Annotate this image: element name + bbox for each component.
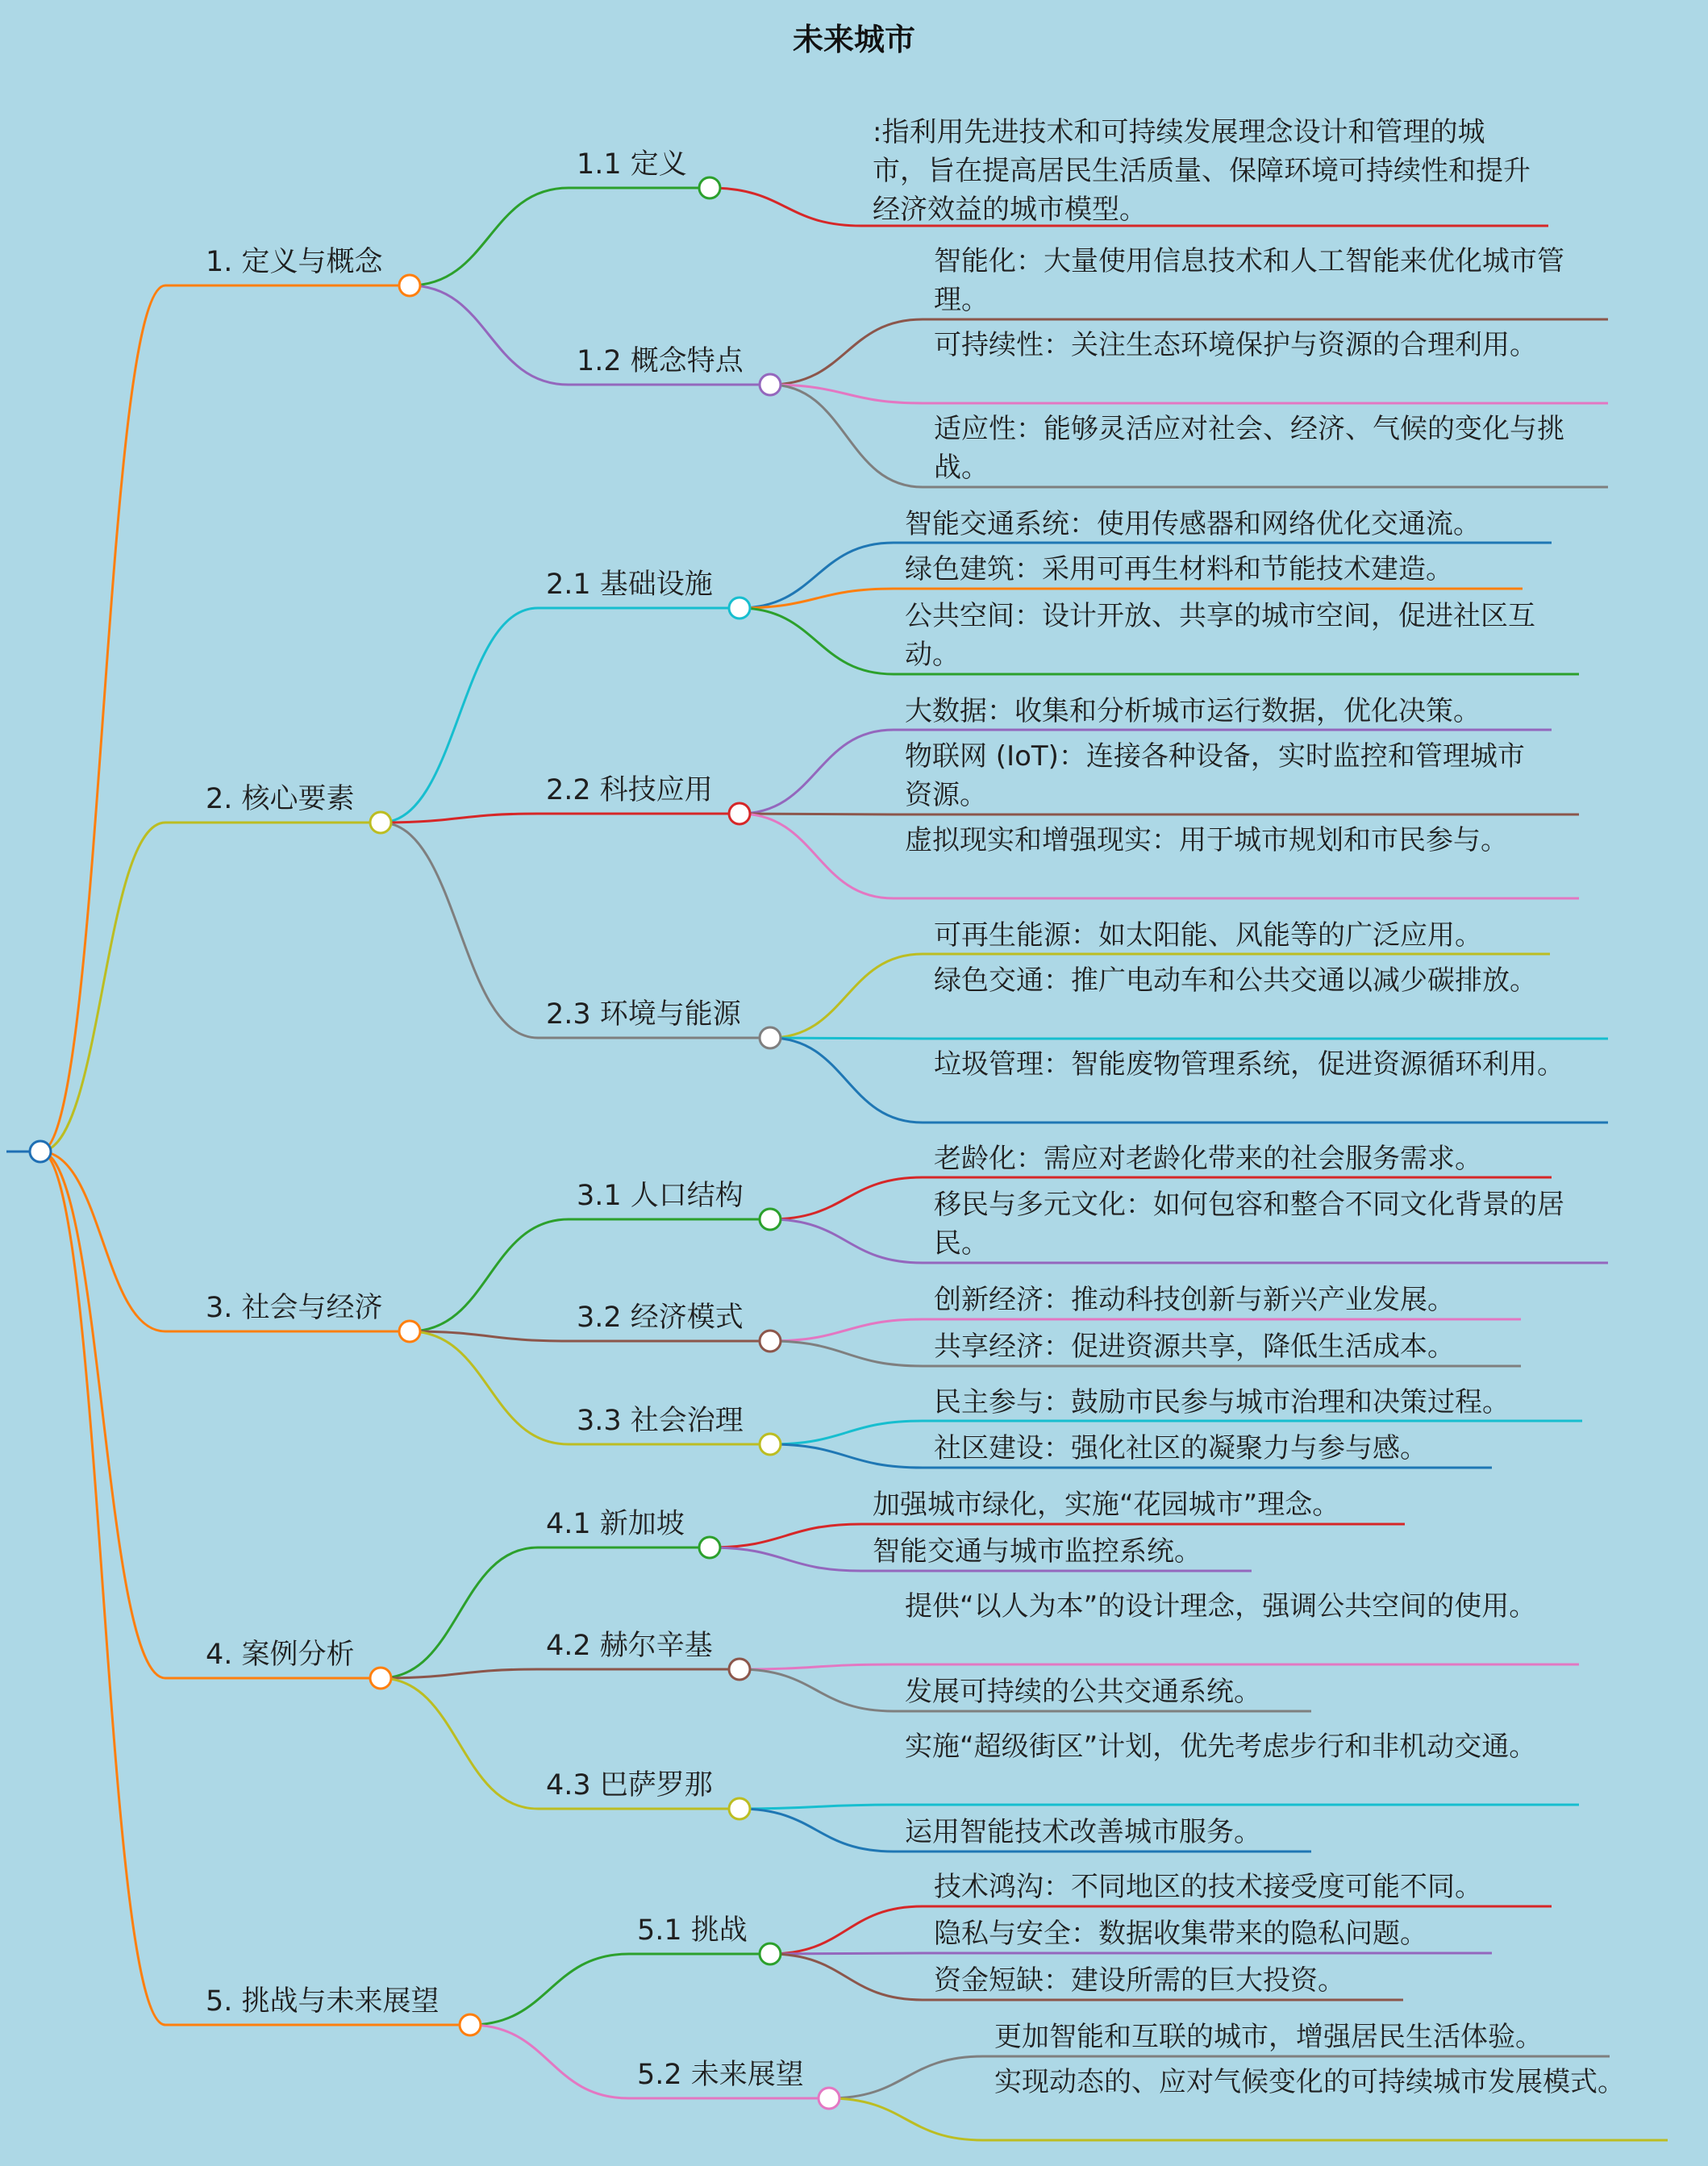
topic-label-4-1: 4.1 新加坡 (546, 1508, 685, 1540)
leaf-text-4-1-1: 加强城市绿化，实施“花园城市”理念。 (873, 1489, 1340, 1521)
leaf-link-1-2-1 (770, 319, 923, 385)
topic-link-3-1 (410, 1219, 569, 1331)
topic-node-3-2[interactable] (760, 1331, 781, 1352)
leaf-text-2-3-1: 可再生能源：如太阳能、风能等的广泛应用。 (934, 919, 1482, 952)
leaf-link-2-3-1 (770, 954, 923, 1038)
topic-node-5-2[interactable] (819, 2088, 839, 2109)
branch-link-5 (40, 1152, 165, 2025)
branch-node-4[interactable] (370, 1668, 391, 1689)
branch-label-3: 3. 社会与经济 (206, 1292, 383, 1324)
topic-link-2-1 (381, 608, 538, 823)
leaf-link-4-2-1 (739, 1664, 894, 1669)
branch-label-5: 5. 挑战与未来展望 (206, 1985, 439, 2018)
branch-node-1[interactable] (399, 275, 420, 296)
branch-label-4: 4. 案例分析 (206, 1639, 355, 1671)
leaf-text-4-2-1: 提供“以人为本”的设计理念，强调公共空间的使用。 (905, 1590, 1537, 1622)
leaf-text-2-2-1: 大数据：收集和分析城市运行数据，优化决策。 (905, 695, 1481, 727)
leaf-link-2-1-3 (739, 608, 894, 674)
leaf-text-1-1-1: :指利用先进技术和可持续发展理念设计和管理的城市，旨在提高居民生活质量、保障环境可持续性和提升经济效益的城市模型。 (873, 116, 1531, 226)
leaf-text-2-3-2: 绿色交通：推广电动车和公共交通以减少碳排放。 (934, 964, 1537, 997)
topic-label-2-3: 2.3 环境与能源 (546, 998, 741, 1031)
leaf-text-1-2-1: 智能化：大量使用信息技术和人工智能来优化城市管理。 (934, 245, 1564, 316)
leaf-text-5-2-2: 实现动态的、应对气候变化的可持续城市发展模式。 (994, 2066, 1625, 2098)
leaf-link-3-2-1 (770, 1319, 923, 1341)
leaf-text-4-1-2: 智能交通与城市监控系统。 (873, 1535, 1202, 1568)
topic-node-3-1[interactable] (760, 1209, 781, 1230)
topic-label-5-2: 5.2 未来展望 (637, 2059, 804, 2091)
topic-link-1-2 (410, 285, 569, 385)
topic-label-4-3: 4.3 巴萨罗那 (546, 1769, 713, 1802)
leaf-link-5-1-3 (770, 1954, 923, 2000)
leaf-link-3-2-2 (770, 1341, 923, 1366)
topic-node-5-1[interactable] (760, 1943, 781, 1964)
topic-node-2-1[interactable] (729, 598, 750, 619)
topic-label-3-2: 3.2 经济模式 (577, 1302, 744, 1334)
leaf-link-5-1-2 (770, 1953, 923, 1954)
branch-node-2[interactable] (370, 812, 391, 833)
leaf-link-2-2-1 (739, 730, 894, 814)
topic-link-5-1 (470, 1954, 629, 2025)
topic-label-2-2: 2.2 科技应用 (546, 774, 713, 806)
leaf-link-3-1-1 (770, 1177, 923, 1219)
branch-link-2 (40, 823, 165, 1152)
leaf-text-3-1-1: 老龄化：需应对老龄化带来的社会服务需求。 (934, 1143, 1482, 1175)
topic-label-4-2: 4.2 赫尔辛基 (546, 1630, 713, 1662)
leaf-text-4-3-2: 运用智能技术改善城市服务。 (905, 1816, 1261, 1848)
topic-link-3-3 (410, 1331, 569, 1444)
leaf-text-3-3-2: 社区建设：强化社区的凝聚力与参与感。 (934, 1432, 1427, 1464)
topic-node-4-2[interactable] (729, 1659, 750, 1680)
leaf-link-4-3-1 (739, 1805, 894, 1809)
leaf-text-4-3-1: 实施“超级街区”计划，优先考虑步行和非机动交通。 (905, 1731, 1537, 1763)
leaf-text-1-2-2: 可持续性：关注生态环境保护与资源的合理利用。 (934, 329, 1537, 361)
topic-node-2-3[interactable] (760, 1027, 781, 1048)
leaf-text-5-1-3: 资金短缺：建设所需的巨大投资。 (934, 1964, 1345, 1997)
leaf-text-4-2-2: 发展可持续的公共交通系统。 (905, 1676, 1261, 1708)
leaf-text-2-1-2: 绿色建筑：采用可再生材料和节能技术建造。 (905, 553, 1453, 585)
leaf-link-3-3-2 (770, 1444, 923, 1468)
leaf-link-3-1-2 (770, 1219, 923, 1263)
leaf-text-3-1-2: 移民与多元文化：如何包容和整合不同文化背景的居民。 (934, 1189, 1564, 1260)
leaf-text-1-2-3: 适应性：能够灵活应对社会、经济、气候的变化与挑战。 (934, 413, 1564, 484)
topic-link-4-3 (381, 1678, 538, 1809)
topic-node-1-2[interactable] (760, 374, 781, 395)
topic-node-2-2[interactable] (729, 803, 750, 824)
leaf-link-5-2-1 (829, 2056, 983, 2098)
leaf-link-1-2-3 (770, 385, 923, 487)
leaf-link-4-1-1 (710, 1524, 861, 1547)
leaf-text-5-1-1: 技术鸿沟：不同地区的技术接受度可能不同。 (934, 1871, 1482, 1903)
root-node[interactable] (30, 1141, 51, 1162)
topic-link-1-1 (410, 188, 569, 285)
page-title: 未来城市 (792, 22, 915, 57)
leaf-link-2-3-2 (770, 1038, 923, 1039)
leaf-text-2-2-3: 虚拟现实和增强现实：用于城市规划和市民参与。 (905, 824, 1508, 856)
leaf-text-3-2-1: 创新经济：推动科技创新与新兴产业发展。 (934, 1284, 1455, 1316)
topic-label-1-2: 1.2 概念特点 (577, 345, 744, 377)
leaf-text-2-3-3: 垃圾管理：智能废物管理系统，促进资源循环利用。 (934, 1048, 1564, 1081)
branch-node-3[interactable] (399, 1321, 420, 1342)
leaf-link-4-3-2 (739, 1809, 894, 1852)
topic-link-4-1 (381, 1547, 538, 1678)
topic-node-4-3[interactable] (729, 1798, 750, 1819)
leaf-text-2-1-1: 智能交通系统：使用传感器和网络优化交通流。 (905, 508, 1481, 540)
branch-label-1: 1. 定义与概念 (206, 246, 383, 278)
leaf-text-2-1-3: 公共空间：设计开放、共享的城市空间，促进社区互动。 (905, 600, 1535, 671)
leaf-link-4-1-2 (710, 1547, 861, 1571)
topic-label-1-1: 1.1 定义 (577, 148, 687, 181)
leaf-text-2-2-2: 物联网 (IoT)：连接各种设备，实时监控和管理城市资源。 (905, 740, 1525, 811)
topic-label-3-3: 3.3 社会治理 (577, 1405, 744, 1437)
topic-label-3-1: 3.1 人口结构 (577, 1180, 744, 1212)
leaf-link-5-2-2 (829, 2098, 983, 2140)
leaf-text-5-1-2: 隐私与安全：数据收集带来的隐私问题。 (934, 1918, 1427, 1950)
branch-label-2: 2. 核心要素 (206, 783, 355, 815)
topic-label-5-1: 5.1 挑战 (637, 1914, 748, 1947)
leaf-link-2-3-3 (770, 1038, 923, 1123)
topic-label-2-1: 2.1 基础设施 (546, 569, 713, 601)
leaf-link-5-1-1 (770, 1906, 923, 1954)
topic-link-2-3 (381, 823, 538, 1038)
topic-link-5-2 (470, 2025, 629, 2098)
leaf-text-5-2-1: 更加智能和互联的城市，增强居民生活体验。 (994, 2021, 1543, 2053)
leaf-link-3-3-1 (770, 1421, 923, 1444)
topic-node-3-3[interactable] (760, 1434, 781, 1455)
branch-link-1 (40, 285, 165, 1152)
topic-node-4-1[interactable] (699, 1537, 720, 1558)
branch-node-5[interactable] (460, 2014, 481, 2035)
leaf-link-1-1-1 (710, 188, 861, 226)
leaf-link-2-2-3 (739, 814, 894, 898)
topic-node-1-1[interactable] (699, 177, 720, 198)
leaf-link-4-2-2 (739, 1669, 894, 1711)
leaf-text-3-3-1: 民主参与：鼓励市民参与城市治理和决策过程。 (934, 1386, 1510, 1418)
leaf-text-3-2-2: 共享经济：促进资源共享，降低生活成本。 (934, 1331, 1455, 1363)
